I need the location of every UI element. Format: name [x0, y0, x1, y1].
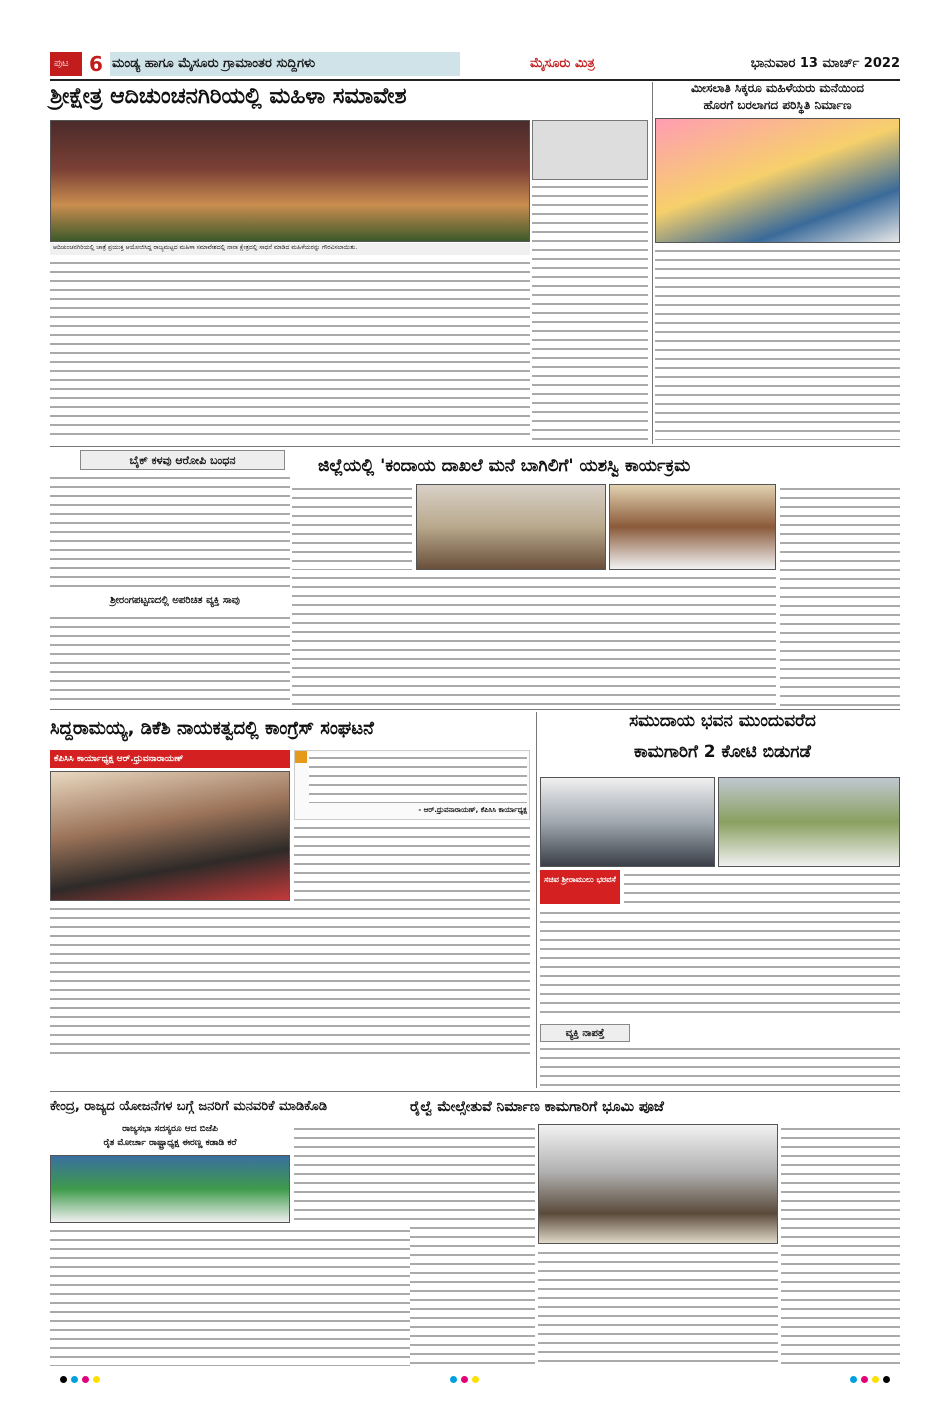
story7-side-label: ಸಚಿವ ಶ್ರೀರಾಮುಲು ಭರವಸೆ: [540, 870, 620, 904]
story3-body: [50, 473, 290, 593]
story5-body-bottom: [292, 573, 776, 706]
story10-headline: ರೈಲ್ವೆ ಮೇಲ್ಸೇತುವೆ ನಿರ್ಮಾಣ ಕಾಮಗಾರಿಗೆ ಭೂಮಿ ಪೂಜೆ: [410, 1094, 900, 1120]
story5-photo-2: [609, 484, 776, 570]
quote-marker: [295, 751, 307, 763]
page-label: ಪುಟ: [50, 52, 82, 76]
story9-photo: [50, 1155, 290, 1223]
registration-marks-right: [850, 1376, 890, 1383]
story9-headline: ಕೇಂದ್ರ, ರಾಜ್ಯದ ಯೋಜನೆಗಳ ಬಗ್ಗೆ ಜನರಿಗೆ ಮನವರಿಕೆ ಮಾಡಿಕೊಡಿ: [50, 1099, 328, 1114]
story2-headline-1: ಮೀಸಲಾತಿ ಸಿಕ್ಕರೂ ಮಹಿಳೆಯರು ಮನೆಯಿಂದ: [691, 81, 864, 95]
story4-body: [50, 613, 290, 705]
story7-headline-2: ಕಾಮಗಾರಿಗೆ 2 ಕೋಟಿ ಬಿಡುಗಡೆ: [634, 742, 811, 762]
story10-photo: [538, 1124, 778, 1244]
story8-body: [540, 1044, 900, 1090]
section-title: ಮಂಡ್ಯ ಹಾಗೂ ಮೈಸೂರು ಗ್ರಾಮಾಂತರ ಸುದ್ದಿಗಳು: [112, 56, 316, 71]
story3-headline: ಬೈಕ್ ಕಳವು ಆರೋಪಿ ಬಂಧನ: [80, 450, 285, 470]
story7-headline-1: ಸಮುದಾಯ ಭವನ ಮುಂದುವರೆದ: [629, 711, 816, 731]
story5-body-right: [780, 484, 900, 706]
story8-headline: ವ್ಯಕ್ತಿ ನಾಪತ್ತೆ: [540, 1024, 630, 1042]
divider-v-2: [536, 712, 537, 1088]
story1-body-right: [532, 182, 648, 440]
story1-caption: ಆದಿಚುಂಚನಗಿರಿಯಲ್ಲಿ ಚಾತ್ರೆ ಪ್ರಯುಕ್ತ ಆಯೋಜಿಸಿದ್ದ ರಾಜ್ಯಮಟ್ಟದ ಮಹಿಳಾ ಸಮಾವೇಶದಲ್ಲಿ ನಾನಾ ಕ್ಷೇತ್ರದಲ್ಲಿ ಸಾಧನೆ ಮಾಡಿದ ಮಹಿಳೆಯರನ್ನು ಗೌರವಿಸಲಾಯಿತು.: [50, 243, 530, 255]
divider-1: [50, 446, 900, 447]
story7-body-top: [624, 870, 900, 906]
story6-headline: ಸಿದ್ದರಾಮಯ್ಯ, ಡಿಕೆಶಿ ನಾಯಕತ್ವದಲ್ಲಿ ಕಾಂಗ್ರೆಸ್ ಸಂಘಟನೆ: [50, 718, 374, 739]
issue-date: ಭಾನುವಾರ 13 ಮಾರ್ಚ್ 2022: [750, 56, 900, 71]
story1-photo-right: [532, 120, 648, 180]
divider-3: [50, 1091, 900, 1092]
story6-quote-box: [294, 750, 530, 820]
story5-body-left: [292, 484, 412, 570]
registration-marks-center: [450, 1376, 479, 1383]
story1-headline: ಶ್ರೀಕ್ಷೇತ್ರ ಆದಿಚುಂಚನಗಿರಿಯಲ್ಲಿ ಮಹಿಳಾ ಸಮಾವೇಶ: [50, 84, 407, 109]
story10-body-bottom: [538, 1248, 778, 1366]
registration-marks-left: [60, 1376, 100, 1383]
story5-photo-1: [416, 484, 606, 570]
story6-quote-text: [309, 753, 527, 803]
paper-name: ಮೈಸೂರು ಮಿತ್ರ: [530, 56, 595, 71]
story2-body: [655, 246, 900, 440]
story6-body-right: [294, 823, 530, 903]
story6-subhead: ಕೆಪಿಸಿಸಿ ಕಾರ್ಯಾಧ್ಯಕ್ಷ ಆರ್.ಧ್ರುವನಾರಾಯಣ್: [50, 750, 290, 768]
story6-quote-byline: - ಆರ್.ಧ್ರುವನಾರಾಯಣ್, ಕೆಪಿಸಿಸಿ ಕಾರ್ಯಾಧ್ಯಕ್ಷ: [418, 806, 527, 814]
story1-body: [50, 258, 530, 440]
story4-headline: ಶ್ರೀರಂಗಪಟ್ಟಣದಲ್ಲಿ ಅಪರಿಚಿತ ವ್ಯಕ್ತಿ ಸಾವು: [110, 595, 240, 606]
story2-headline-2: ಹೊರಗೆ ಬರಲಾಗದ ಪರಿಸ್ಥಿತಿ ನಿರ್ಮಾಣ: [703, 98, 852, 112]
story10-body-left: [410, 1124, 535, 1366]
story6-body: [50, 904, 530, 1054]
story5-headline: ಜಿಲ್ಲೆಯಲ್ಲಿ 'ಕಂದಾಯ ದಾಖಲೆ ಮನೆ ಬಾಗಿಲಿಗೆ' ಯಶಸ್ವಿ ಕಾರ್ಯಕ್ರಮ: [318, 456, 691, 476]
page-number: 6: [82, 52, 110, 76]
story6-photo: [50, 771, 290, 901]
story7-body: [540, 908, 900, 1020]
story9-subhead-1: ರಾಜ್ಯಸಭಾ ಸದಸ್ಯರೂ ಆದ ಬಿಜೆಪಿ: [122, 1124, 218, 1134]
story10-body-right: [781, 1124, 900, 1366]
story7-photo-1: [540, 777, 715, 867]
story9-subhead-2: ರೈತ ಮೋರ್ಚಾ ರಾಷ್ಟ್ರಾಧ್ಯಕ್ಷ ಈರಣ್ಣ ಕಡಾಡಿ ಕರೆ: [103, 1138, 237, 1148]
story7-photo-2: [718, 777, 900, 867]
divider-2: [50, 709, 900, 710]
divider-v-1: [652, 82, 653, 444]
story1-photo: [50, 120, 530, 242]
story2-photo: [655, 118, 900, 243]
